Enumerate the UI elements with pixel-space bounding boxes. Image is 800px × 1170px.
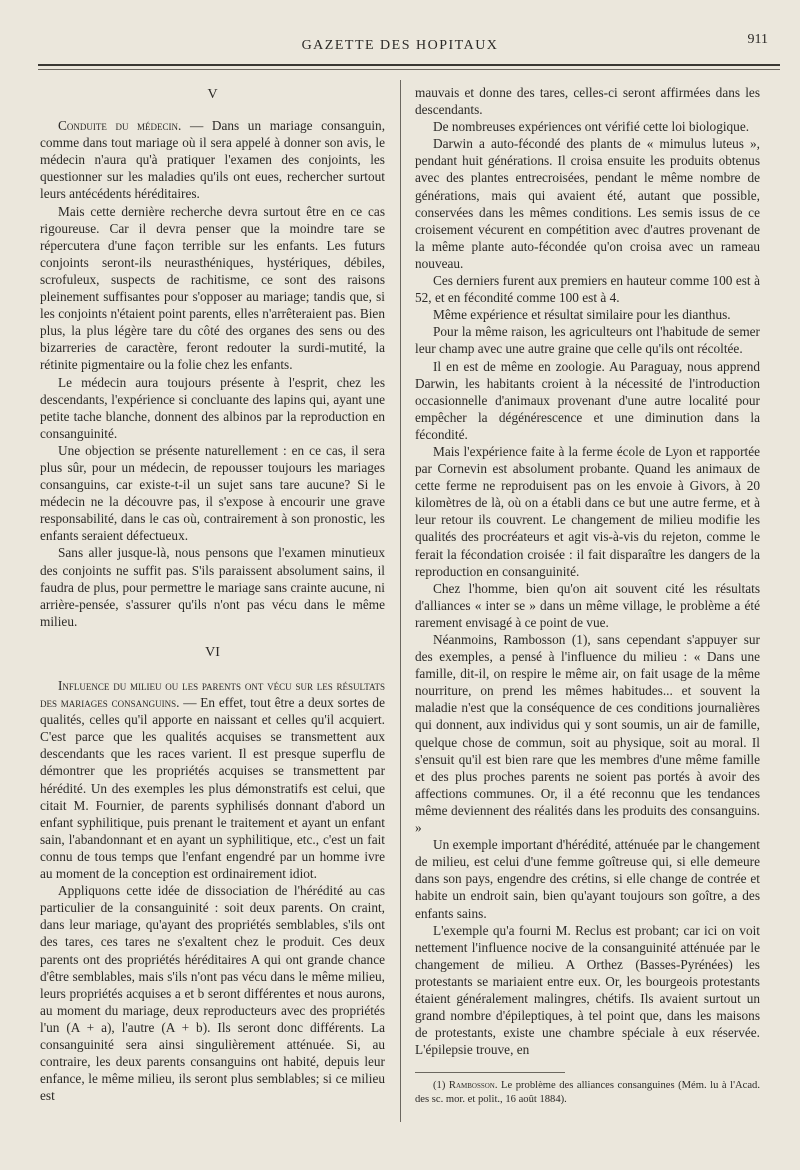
- section-vi-heading: Influence du milieu ou les parents ont vécu sur les résultats des mariages consanguins.: [40, 678, 385, 711]
- right-paragraph-10: Néanmoins, Rambosson (1), sans cependant s'appuyer sur des exemples, a pensé à l'influence du milieu : « Dans une famille, dit-il, on respire le même air, on fait usage de la même nourriture, on prend les mêmes habitudes... et souvent la maladie n'est que la conséquence de ces conditions journalières qui donnent, aux individus qui y sont soumis, un air de famille, quelque chose de commun, soit au physique, soit au moral. Il s'ensuit qu'il est bien rare que les membres d'une même famille et des plus proches parents ne soient pas portés à avoir des affections communes. Or, il a été reconnu que les tendances même deviennent des réalités dans les produits des consanguins. »: [415, 632, 760, 836]
- right-paragraph-6: Pour la même raison, les agriculteurs ont l'habitude de semer leur champ avec une autre graine que celle qu'ils ont récoltée.: [415, 324, 760, 357]
- column-divider: [400, 80, 401, 1122]
- footnote-marker: (1): [433, 1080, 449, 1092]
- section-vi-paragraph-2: Appliquons cette idée de dissociation de l'hérédité au cas particulier de la consanguinité : soit deux parents. On craint, dans leur mariage, qu'ayant des propriétés semblables, s'ils ont des tares, ces tares ne s'exaltent chez le produit. Ces deux parents ont des propriétés héréditaires A qui ont grande chance d'être semblables, mais s'ils n'ont pas vécu dans le même milieu, leurs propriétés acquises a et b seront différentes et nous aurons, au moment du mariage, deux reproducteurs avec des propriétés l'un (A + a), l'autre (A + b). Ils seront donc différents. La consanguinité sera ainsi singulièrement atténuée. Si, au contraire, les deux parents consanguins ont habité, depuis leur enfance, le même milieu, ils seront plus semblables; si ce milieu est: [40, 883, 385, 1104]
- right-column: [415, 84, 760, 1106]
- right-paragraph-9: Chez l'homme, bien qu'on ait souvent cité les résultats d'alliances « inter se » dans un même village, le problème a été rarement envisagé à ce point de vue.: [415, 580, 760, 630]
- page-number: 911: [747, 32, 768, 47]
- section-v-paragraph-3: Le médecin aura toujours présente à l'esprit, chez les descendants, l'expérience si concluante des lapins qui, ayant une petite tache blanche, donnent des albinos par la reproduction en consanguinité.: [40, 374, 385, 441]
- left-column: [40, 84, 385, 1104]
- right-paragraph-1: mauvais et donne des tares, celles-ci seront affirmées dans les descendants.: [415, 85, 760, 118]
- footnote-text: Le problème des alliances consanguines (Mém. lu à l'Acad. des sc. mor. et polit., 16 août 1884).: [415, 1080, 760, 1105]
- section-v-paragraph-4: Une objection se présente naturellement : en ce cas, il sera plus sûr, pour un médecin, de repousser toujours les mariages consanguins, car existe-t-il un sujet sans tare aucune? Si le médecin ne la découvre pas, il s'expose à encourir une grave responsabilité, dans le cas où, contrairement à son pronostic, les enfants seraient défectueux.: [40, 442, 385, 544]
- right-paragraph-3: Darwin a auto-fécondé des plants de « mimulus luteus », pendant huit générations. Il croisa ensuite les produits obtenus avec des plantes entrecroisées, pendant le même nombre de générations, mais qui avaient été, autant que possible, conservées dans les mêmes conditions. Les semis issus de ce croisement vécurent en compétition avec d'autres provenant de la même plante auto-fécondée qu'on croisa avec un rameau nouveau.: [415, 136, 760, 271]
- footnote-rule: [415, 1072, 565, 1073]
- section-v-numeral: V: [207, 87, 218, 102]
- section-vi-paragraph-1-text: — En effet, tout être a deux sortes de qualités, celles qu'il apporte en naissant et celles qu'il acquiert. C'est parce que les qualités acquises se transmettent aux descendants que les races varient. Il est presque superflu de démontrer que les propriétés acquises se transmettent par hérédité. Un des exemples les plus démonstratifs est celui, que citait M. Fournier, de parents syphilisés donnant d'abord un enfant syphilitique, puis prenant le traitement et ayant un enfant sain, l'abandonnant et en ayant un syphilitique, etc., c'est un fait connu de tous temps que l'enfant engendré par un homme ivre au moment de la conception est ordinairement idiot.: [40, 695, 385, 882]
- section-v-paragraph-1-text: — Dans un mariage consanguin, comme dans tout mariage où il sera appelé à donner son avis, le médecin n'aura qu'à pratiquer l'examen des conjoints, les questionner sur les maladies qu'ils ont eues, rechercher surtout leurs antécédents héréditaires.: [40, 118, 386, 202]
- running-title: GAZETTE DES HOPITAUX: [301, 38, 499, 53]
- footnote-author: Rambosson.: [448, 1080, 498, 1092]
- right-paragraph-12: L'exemple qu'a fourni M. Reclus est probant; car ici on voit nettement l'influence nocive de la consanguinité atténuée par le changement de milieu. A Orthez (Basses-Pyrénées) les protestants se mariaient entre eux. Or, les bourgeois protestants étaient généralement malingres, chétifs. Ils avaient surtout un grand nombre d'épileptiques, à tel point que, dans les maisons de protestants, existe une chambre spéciale à eux réservée. L'épilepsie trouve, en: [415, 922, 760, 1058]
- section-vi-numeral: VI: [205, 644, 220, 660]
- header-rule-thin: [38, 69, 780, 70]
- right-paragraph-8: Mais l'expérience faite à la ferme école de Lyon et rapportée par Cornevin est absolument probante. Quand les animaux de cette ferme ne reproduisent pas on les envoie à Givors, à 20 kilomètres de là, où on a établi dans ce but une autre ferme, et à leur retour ils couvrent. Le changement de milieu modifie les qualités des procréateurs et agit vis-à-vis du rejeton, comme le ferait la fécondation croisée : il fait disparaître les dangers de la reproduction en consanguinité.: [415, 443, 760, 579]
- section-v-paragraph-5: Sans aller jusque-là, nous pensons que l'examen minutieux des conjoints ne suffit pas. S'ils paraissent absolument sains, il faudra de plus, pour permettre le mariage sans crainte aucune, ni arrière-pensée, s'assurer qu'ils n'ont pas vécu dans le même milieu.: [40, 545, 385, 629]
- section-v-paragraph-2: Mais cette dernière recherche devra surtout être en ce cas rigoureuse. Car il devra penser que la moindre tare se répercutera d'une façon terrible sur les enfants. Les futurs conjoints seront-ils neurasthéniques, hystériques, débiles, scrofuleux, suspects de rachitisme, ce sont des raisons pleinement suffisantes pour s'opposer au mariage; tandis que, si les conjoints n'étaient point parents, elles n'arrêteraient pas. Bien plus, la plus légère tare du côté des organes des sens ou des bizarreries de caractère, feront redouter la surdi-mutité, la rétinite pigmentaire ou la folie chez les enfants.: [40, 203, 385, 373]
- footnote: [415, 1079, 760, 1106]
- section-v-heading: Conduite du médecin.: [58, 118, 182, 134]
- section-vi-paragraph-1: [40, 677, 385, 882]
- right-paragraph-11: Un exemple important d'hérédité, atténuée par le changement de milieu, est celui d'une femme goîtreuse qui, si elle demeure dans son pays, engendre des crétins, si elle change de contrée et habite un endroit sain, bien qu'ayant toujours son goître, a des enfants sains.: [415, 837, 760, 921]
- right-paragraph-7: Il en est de même en zoologie. Au Paraguay, nous apprend Darwin, les habitants croient à la nécessité de l'introduction occasionnelle d'animaux provenant d'une autre localité pour empêcher la dégénérescence et une diminution dans la fécondité.: [415, 358, 760, 442]
- section-v-paragraph-1: [40, 117, 385, 202]
- right-paragraph-4: Ces derniers furent aux premiers en hauteur comme 100 est à 52, et en fécondité comme 100 est à 4.: [415, 273, 760, 306]
- right-paragraph-5: Même expérience et résultat similaire pour les dianthus.: [433, 307, 731, 323]
- header-rule: [38, 64, 780, 66]
- right-paragraph-2: De nombreuses expériences ont vérifié cette loi biologique.: [433, 119, 750, 135]
